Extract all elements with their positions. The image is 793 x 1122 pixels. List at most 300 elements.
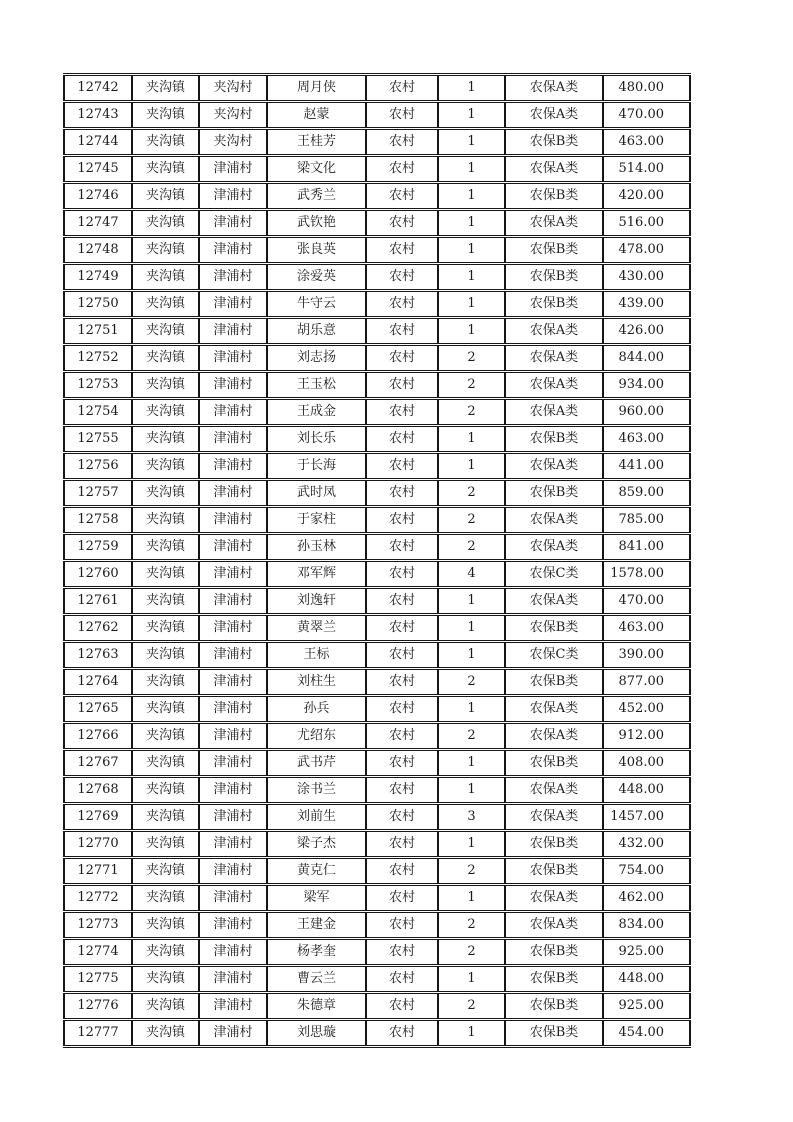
cell-town: 夹沟镇 [132, 507, 199, 534]
cell-record-id: 12755 [64, 426, 132, 453]
table-row [64, 183, 690, 210]
cell-name: 牛守云 [267, 291, 366, 318]
cell-residence-type: 农村 [366, 345, 438, 372]
cell-name: 黄翠兰 [267, 615, 366, 642]
cell-name: 梁军 [267, 885, 366, 912]
cell-amount: 426.00 [603, 318, 690, 345]
cell-town: 夹沟镇 [132, 156, 199, 183]
table-row [64, 480, 690, 507]
cell-record-id: 12753 [64, 372, 132, 399]
cell-village: 津浦村 [199, 588, 267, 615]
benefit-roster-table [63, 73, 691, 1048]
cell-village: 津浦村 [199, 1020, 267, 1047]
cell-person-count: 1 [438, 642, 505, 669]
cell-amount: 785.00 [603, 507, 690, 534]
cell-record-id: 12761 [64, 588, 132, 615]
cell-town: 夹沟镇 [132, 993, 199, 1020]
cell-insurance-category: 农保A类 [505, 102, 603, 129]
cell-record-id: 12751 [64, 318, 132, 345]
cell-insurance-category: 农保A类 [505, 804, 603, 831]
cell-village: 津浦村 [199, 561, 267, 588]
cell-town: 夹沟镇 [132, 804, 199, 831]
cell-person-count: 1 [438, 264, 505, 291]
cell-amount: 859.00 [603, 480, 690, 507]
table-row [64, 345, 690, 372]
cell-name: 刘志扬 [267, 345, 366, 372]
cell-amount: 439.00 [603, 291, 690, 318]
table-row [64, 696, 690, 723]
cell-town: 夹沟镇 [132, 561, 199, 588]
cell-name: 黄克仁 [267, 858, 366, 885]
cell-village: 津浦村 [199, 210, 267, 237]
cell-person-count: 2 [438, 858, 505, 885]
cell-amount: 516.00 [603, 210, 690, 237]
cell-village: 津浦村 [199, 966, 267, 993]
cell-amount: 454.00 [603, 1020, 690, 1047]
cell-residence-type: 农村 [366, 453, 438, 480]
cell-town: 夹沟镇 [132, 885, 199, 912]
cell-amount: 478.00 [603, 237, 690, 264]
cell-residence-type: 农村 [366, 723, 438, 750]
table-row [64, 102, 690, 129]
cell-village: 津浦村 [199, 885, 267, 912]
table-row [64, 777, 690, 804]
cell-town: 夹沟镇 [132, 534, 199, 561]
cell-amount: 432.00 [603, 831, 690, 858]
cell-town: 夹沟镇 [132, 912, 199, 939]
cell-residence-type: 农村 [366, 480, 438, 507]
cell-town: 夹沟镇 [132, 183, 199, 210]
cell-record-id: 12764 [64, 669, 132, 696]
cell-name: 曹云兰 [267, 966, 366, 993]
cell-village: 夹沟村 [199, 129, 267, 156]
cell-person-count: 1 [438, 210, 505, 237]
cell-name: 于长海 [267, 453, 366, 480]
cell-village: 津浦村 [199, 399, 267, 426]
table-row [64, 426, 690, 453]
table-row [64, 291, 690, 318]
cell-town: 夹沟镇 [132, 696, 199, 723]
cell-name: 涂爱英 [267, 264, 366, 291]
cell-residence-type: 农村 [366, 885, 438, 912]
cell-residence-type: 农村 [366, 966, 438, 993]
cell-village: 津浦村 [199, 426, 267, 453]
cell-village: 津浦村 [199, 183, 267, 210]
cell-residence-type: 农村 [366, 993, 438, 1020]
cell-village: 津浦村 [199, 777, 267, 804]
cell-insurance-category: 农保A类 [505, 210, 603, 237]
cell-residence-type: 农村 [366, 75, 438, 102]
cell-amount: 448.00 [603, 777, 690, 804]
cell-name: 尤绍东 [267, 723, 366, 750]
cell-name: 赵蒙 [267, 102, 366, 129]
cell-village: 津浦村 [199, 804, 267, 831]
cell-person-count: 1 [438, 183, 505, 210]
cell-town: 夹沟镇 [132, 588, 199, 615]
cell-amount: 877.00 [603, 669, 690, 696]
table-row [64, 750, 690, 777]
cell-name: 刘柱生 [267, 669, 366, 696]
cell-person-count: 2 [438, 993, 505, 1020]
cell-insurance-category: 农保B类 [505, 129, 603, 156]
table-row [64, 75, 690, 102]
cell-insurance-category: 农保B类 [505, 615, 603, 642]
cell-insurance-category: 农保A类 [505, 75, 603, 102]
table-body [64, 75, 690, 1047]
cell-insurance-category: 农保B类 [505, 669, 603, 696]
cell-residence-type: 农村 [366, 561, 438, 588]
cell-record-id: 12754 [64, 399, 132, 426]
cell-town: 夹沟镇 [132, 642, 199, 669]
cell-residence-type: 农村 [366, 183, 438, 210]
cell-name: 梁子杰 [267, 831, 366, 858]
cell-record-id: 12758 [64, 507, 132, 534]
cell-insurance-category: 农保A类 [505, 507, 603, 534]
table-row [64, 1020, 690, 1047]
cell-amount: 420.00 [603, 183, 690, 210]
cell-person-count: 2 [438, 912, 505, 939]
cell-name: 孙玉林 [267, 534, 366, 561]
cell-amount: 470.00 [603, 102, 690, 129]
cell-amount: 470.00 [603, 588, 690, 615]
cell-person-count: 4 [438, 561, 505, 588]
cell-insurance-category: 农保B类 [505, 264, 603, 291]
table-row [64, 912, 690, 939]
cell-town: 夹沟镇 [132, 777, 199, 804]
table-row [64, 264, 690, 291]
cell-name: 刘思璇 [267, 1020, 366, 1047]
cell-village: 津浦村 [199, 291, 267, 318]
cell-residence-type: 农村 [366, 669, 438, 696]
cell-village: 津浦村 [199, 237, 267, 264]
cell-name: 王建金 [267, 912, 366, 939]
cell-residence-type: 农村 [366, 804, 438, 831]
cell-amount: 430.00 [603, 264, 690, 291]
cell-town: 夹沟镇 [132, 615, 199, 642]
cell-village: 津浦村 [199, 372, 267, 399]
cell-residence-type: 农村 [366, 777, 438, 804]
cell-amount: 408.00 [603, 750, 690, 777]
cell-residence-type: 农村 [366, 912, 438, 939]
cell-amount: 912.00 [603, 723, 690, 750]
table-row [64, 129, 690, 156]
table-row [64, 372, 690, 399]
cell-record-id: 12748 [64, 237, 132, 264]
cell-village: 夹沟村 [199, 75, 267, 102]
cell-insurance-category: 农保A类 [505, 399, 603, 426]
cell-amount: 448.00 [603, 966, 690, 993]
cell-record-id: 12767 [64, 750, 132, 777]
cell-record-id: 12744 [64, 129, 132, 156]
cell-town: 夹沟镇 [132, 750, 199, 777]
cell-insurance-category: 农保B类 [505, 750, 603, 777]
cell-name: 朱德章 [267, 993, 366, 1020]
cell-person-count: 2 [438, 345, 505, 372]
cell-residence-type: 农村 [366, 237, 438, 264]
table-row [64, 831, 690, 858]
table-row [64, 885, 690, 912]
cell-name: 王桂芳 [267, 129, 366, 156]
cell-insurance-category: 农保B类 [505, 966, 603, 993]
cell-village: 津浦村 [199, 534, 267, 561]
cell-insurance-category: 农保A类 [505, 696, 603, 723]
cell-town: 夹沟镇 [132, 291, 199, 318]
cell-amount: 925.00 [603, 939, 690, 966]
cell-residence-type: 农村 [366, 642, 438, 669]
table-row [64, 453, 690, 480]
cell-record-id: 12768 [64, 777, 132, 804]
cell-insurance-category: 农保A类 [505, 723, 603, 750]
cell-person-count: 1 [438, 831, 505, 858]
cell-town: 夹沟镇 [132, 129, 199, 156]
cell-residence-type: 农村 [366, 372, 438, 399]
cell-amount: 754.00 [603, 858, 690, 885]
cell-amount: 463.00 [603, 129, 690, 156]
cell-record-id: 12745 [64, 156, 132, 183]
cell-person-count: 1 [438, 696, 505, 723]
cell-town: 夹沟镇 [132, 210, 199, 237]
cell-amount: 1457.00 [603, 804, 690, 831]
cell-amount: 1578.00 [603, 561, 690, 588]
cell-village: 津浦村 [199, 480, 267, 507]
cell-insurance-category: 农保A类 [505, 156, 603, 183]
cell-village: 津浦村 [199, 993, 267, 1020]
table-row [64, 669, 690, 696]
cell-town: 夹沟镇 [132, 723, 199, 750]
cell-residence-type: 农村 [366, 939, 438, 966]
cell-insurance-category: 农保C类 [505, 642, 603, 669]
cell-name: 刘长乐 [267, 426, 366, 453]
cell-residence-type: 农村 [366, 1020, 438, 1047]
cell-town: 夹沟镇 [132, 75, 199, 102]
cell-name: 于家柱 [267, 507, 366, 534]
cell-record-id: 12775 [64, 966, 132, 993]
cell-village: 津浦村 [199, 615, 267, 642]
cell-person-count: 3 [438, 804, 505, 831]
cell-amount: 441.00 [603, 453, 690, 480]
cell-village: 津浦村 [199, 939, 267, 966]
cell-town: 夹沟镇 [132, 966, 199, 993]
cell-person-count: 1 [438, 615, 505, 642]
table-row [64, 642, 690, 669]
cell-village: 津浦村 [199, 318, 267, 345]
cell-name: 孙兵 [267, 696, 366, 723]
cell-insurance-category: 农保A类 [505, 372, 603, 399]
cell-name: 杨孝奎 [267, 939, 366, 966]
cell-name: 周月侠 [267, 75, 366, 102]
cell-insurance-category: 农保B类 [505, 1020, 603, 1047]
table-row [64, 993, 690, 1020]
cell-record-id: 12769 [64, 804, 132, 831]
cell-town: 夹沟镇 [132, 831, 199, 858]
table-row [64, 939, 690, 966]
cell-person-count: 2 [438, 939, 505, 966]
cell-village: 津浦村 [199, 858, 267, 885]
cell-village: 津浦村 [199, 669, 267, 696]
cell-person-count: 1 [438, 1020, 505, 1047]
cell-record-id: 12750 [64, 291, 132, 318]
cell-insurance-category: 农保B类 [505, 858, 603, 885]
cell-residence-type: 农村 [366, 318, 438, 345]
cell-insurance-category: 农保A类 [505, 534, 603, 561]
cell-name: 武秀兰 [267, 183, 366, 210]
cell-record-id: 12756 [64, 453, 132, 480]
cell-village: 津浦村 [199, 912, 267, 939]
cell-village: 津浦村 [199, 696, 267, 723]
cell-record-id: 12763 [64, 642, 132, 669]
cell-name: 王玉松 [267, 372, 366, 399]
table-row [64, 156, 690, 183]
cell-person-count: 1 [438, 588, 505, 615]
cell-town: 夹沟镇 [132, 102, 199, 129]
cell-insurance-category: 农保B类 [505, 939, 603, 966]
cell-town: 夹沟镇 [132, 345, 199, 372]
cell-name: 邓军辉 [267, 561, 366, 588]
cell-town: 夹沟镇 [132, 237, 199, 264]
cell-residence-type: 农村 [366, 426, 438, 453]
cell-record-id: 12760 [64, 561, 132, 588]
cell-town: 夹沟镇 [132, 372, 199, 399]
cell-person-count: 1 [438, 102, 505, 129]
cell-amount: 514.00 [603, 156, 690, 183]
cell-person-count: 1 [438, 291, 505, 318]
cell-town: 夹沟镇 [132, 480, 199, 507]
cell-residence-type: 农村 [366, 507, 438, 534]
cell-residence-type: 农村 [366, 210, 438, 237]
table-row [64, 534, 690, 561]
cell-person-count: 1 [438, 156, 505, 183]
cell-record-id: 12742 [64, 75, 132, 102]
cell-insurance-category: 农保A类 [505, 345, 603, 372]
cell-record-id: 12757 [64, 480, 132, 507]
cell-residence-type: 农村 [366, 858, 438, 885]
cell-insurance-category: 农保B类 [505, 480, 603, 507]
cell-record-id: 12766 [64, 723, 132, 750]
cell-record-id: 12772 [64, 885, 132, 912]
cell-residence-type: 农村 [366, 750, 438, 777]
cell-person-count: 1 [438, 75, 505, 102]
cell-insurance-category: 农保B类 [505, 831, 603, 858]
cell-town: 夹沟镇 [132, 318, 199, 345]
cell-record-id: 12743 [64, 102, 132, 129]
cell-person-count: 1 [438, 966, 505, 993]
cell-town: 夹沟镇 [132, 669, 199, 696]
cell-name: 王标 [267, 642, 366, 669]
cell-person-count: 1 [438, 777, 505, 804]
table-row [64, 804, 690, 831]
cell-name: 张良英 [267, 237, 366, 264]
cell-residence-type: 农村 [366, 399, 438, 426]
cell-person-count: 1 [438, 426, 505, 453]
cell-village: 津浦村 [199, 264, 267, 291]
cell-residence-type: 农村 [366, 264, 438, 291]
cell-person-count: 1 [438, 318, 505, 345]
cell-residence-type: 农村 [366, 129, 438, 156]
cell-village: 津浦村 [199, 750, 267, 777]
cell-name: 武时凤 [267, 480, 366, 507]
table-row [64, 210, 690, 237]
cell-insurance-category: 农保A类 [505, 912, 603, 939]
cell-village: 津浦村 [199, 453, 267, 480]
cell-town: 夹沟镇 [132, 426, 199, 453]
cell-insurance-category: 农保B类 [505, 237, 603, 264]
cell-amount: 462.00 [603, 885, 690, 912]
cell-residence-type: 农村 [366, 156, 438, 183]
cell-name: 梁文化 [267, 156, 366, 183]
cell-residence-type: 农村 [366, 102, 438, 129]
cell-town: 夹沟镇 [132, 858, 199, 885]
cell-person-count: 2 [438, 480, 505, 507]
table-row [64, 858, 690, 885]
cell-village: 津浦村 [199, 156, 267, 183]
cell-insurance-category: 农保A类 [505, 588, 603, 615]
cell-village: 津浦村 [199, 723, 267, 750]
cell-village: 津浦村 [199, 345, 267, 372]
cell-name: 武钦艳 [267, 210, 366, 237]
cell-record-id: 12773 [64, 912, 132, 939]
cell-town: 夹沟镇 [132, 939, 199, 966]
cell-insurance-category: 农保A类 [505, 453, 603, 480]
cell-record-id: 12749 [64, 264, 132, 291]
cell-residence-type: 农村 [366, 696, 438, 723]
cell-amount: 844.00 [603, 345, 690, 372]
cell-amount: 934.00 [603, 372, 690, 399]
table-row [64, 615, 690, 642]
cell-residence-type: 农村 [366, 291, 438, 318]
cell-residence-type: 农村 [366, 831, 438, 858]
cell-amount: 452.00 [603, 696, 690, 723]
cell-town: 夹沟镇 [132, 399, 199, 426]
cell-person-count: 1 [438, 750, 505, 777]
cell-amount: 463.00 [603, 426, 690, 453]
cell-amount: 925.00 [603, 993, 690, 1020]
cell-insurance-category: 农保B类 [505, 291, 603, 318]
cell-insurance-category: 农保A类 [505, 318, 603, 345]
cell-residence-type: 农村 [366, 534, 438, 561]
table-row [64, 318, 690, 345]
cell-insurance-category: 农保B类 [505, 426, 603, 453]
table-row [64, 723, 690, 750]
cell-town: 夹沟镇 [132, 453, 199, 480]
cell-insurance-category: 农保A类 [505, 885, 603, 912]
table-row [64, 966, 690, 993]
cell-record-id: 12771 [64, 858, 132, 885]
cell-village: 夹沟村 [199, 102, 267, 129]
table-row [64, 399, 690, 426]
cell-residence-type: 农村 [366, 588, 438, 615]
cell-person-count: 2 [438, 723, 505, 750]
cell-insurance-category: 农保C类 [505, 561, 603, 588]
cell-name: 胡乐意 [267, 318, 366, 345]
cell-village: 津浦村 [199, 831, 267, 858]
cell-person-count: 2 [438, 399, 505, 426]
cell-person-count: 1 [438, 453, 505, 480]
cell-name: 王成金 [267, 399, 366, 426]
cell-person-count: 1 [438, 885, 505, 912]
cell-amount: 960.00 [603, 399, 690, 426]
table-row [64, 237, 690, 264]
cell-person-count: 1 [438, 237, 505, 264]
cell-name: 刘逸轩 [267, 588, 366, 615]
cell-record-id: 12774 [64, 939, 132, 966]
cell-record-id: 12777 [64, 1020, 132, 1047]
cell-town: 夹沟镇 [132, 264, 199, 291]
cell-record-id: 12770 [64, 831, 132, 858]
cell-person-count: 2 [438, 534, 505, 561]
cell-record-id: 12762 [64, 615, 132, 642]
cell-person-count: 2 [438, 669, 505, 696]
cell-town: 夹沟镇 [132, 1020, 199, 1047]
